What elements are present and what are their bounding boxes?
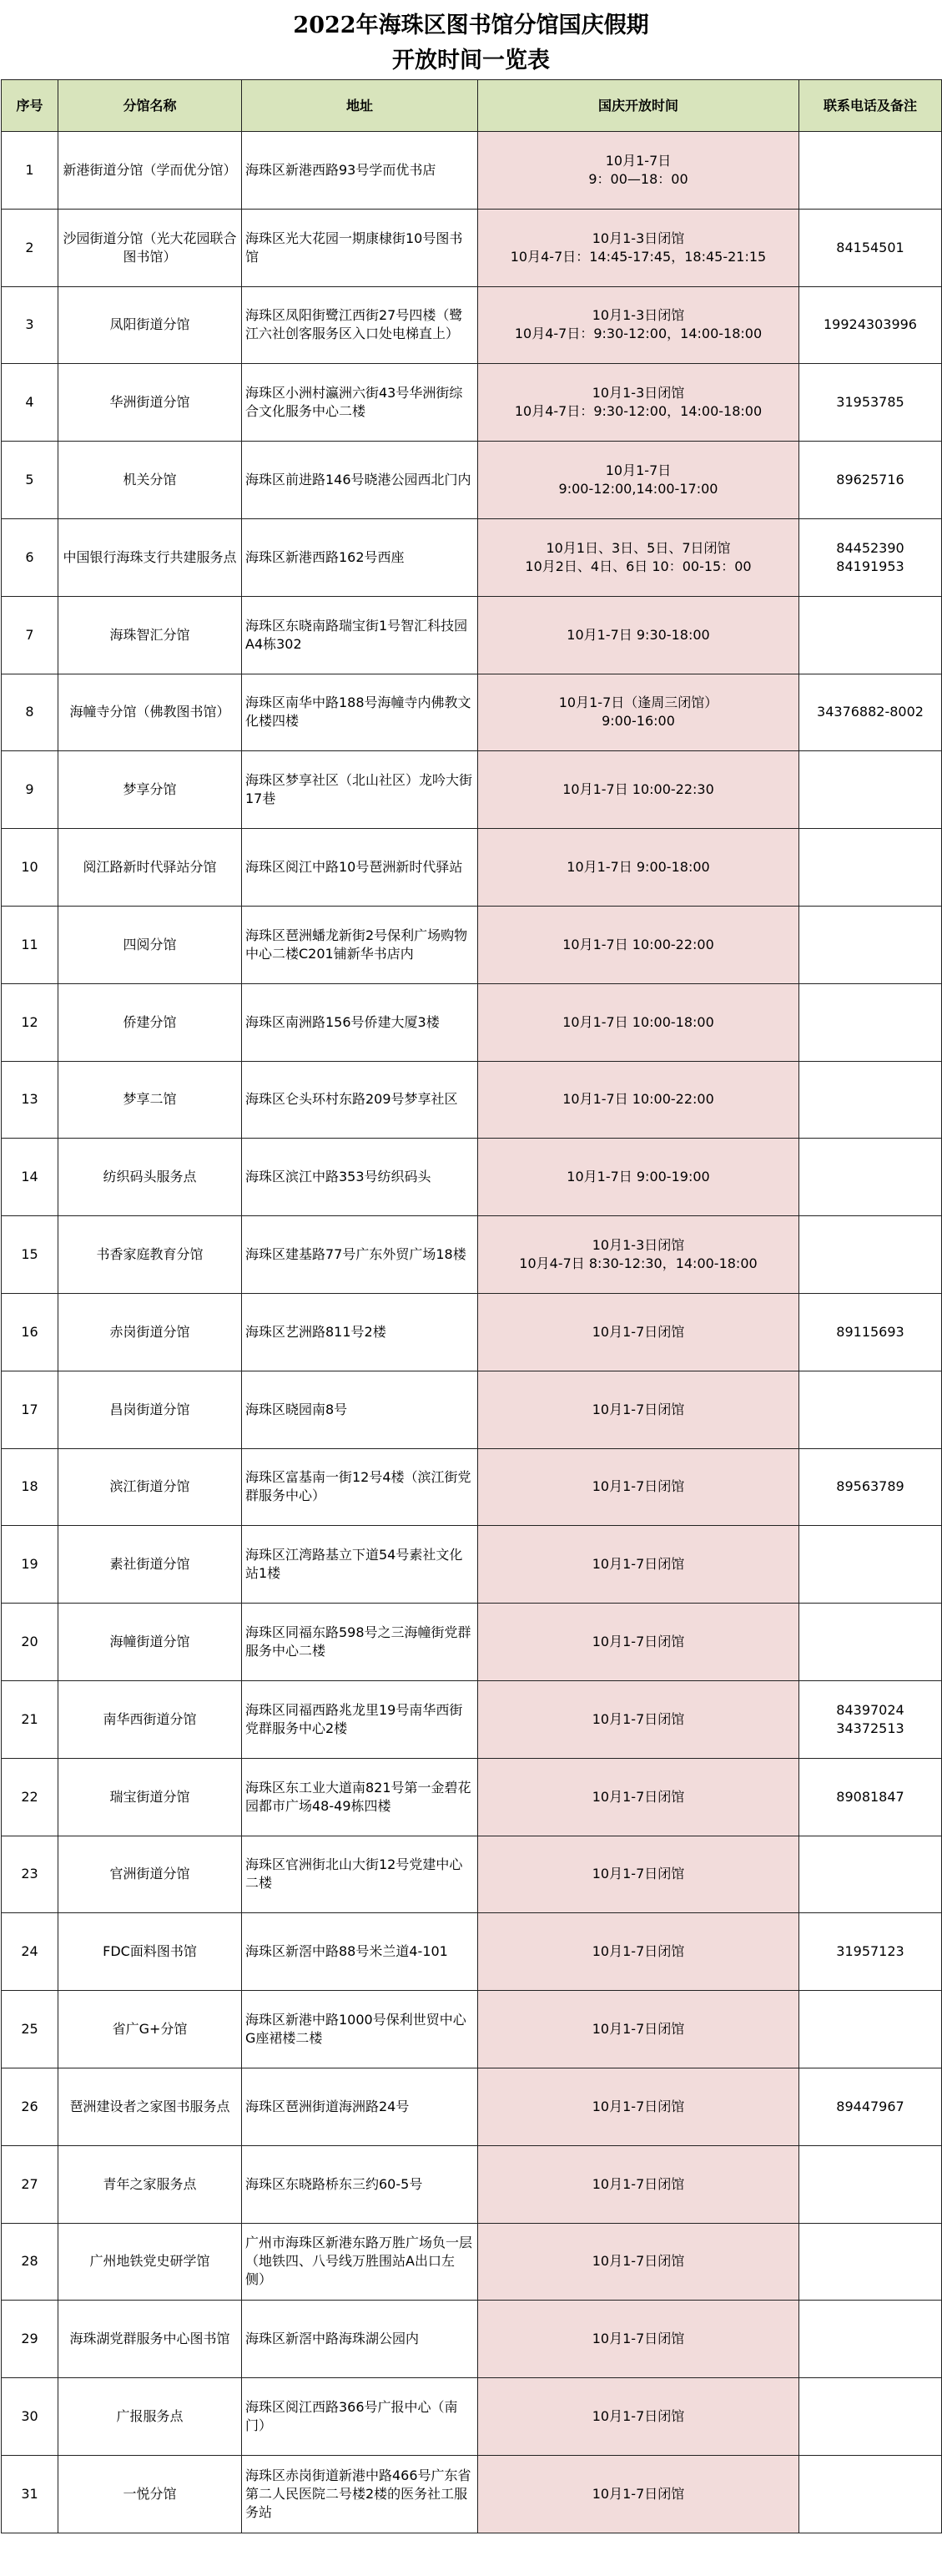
cell-address: 海珠区建基路77号广东外贸广场18楼 bbox=[242, 1216, 478, 1294]
table-row bbox=[2, 1293, 942, 1371]
cell-no: 6 bbox=[2, 518, 58, 596]
cell-opening-hours: 10月1-7日闭馆 bbox=[478, 1526, 799, 1604]
cell-contact: 31957123 bbox=[799, 1913, 942, 1991]
cell-branch-name: 凤阳街道分馆 bbox=[58, 286, 242, 364]
cell-opening-hours: 10月1-7日闭馆 bbox=[478, 1293, 799, 1371]
cell-branch-name: 机关分馆 bbox=[58, 442, 242, 519]
cell-branch-name: 素社街道分馆 bbox=[58, 1526, 242, 1604]
cell-contact: 89081847 bbox=[799, 1758, 942, 1836]
title-line-1: 2022年海珠区图书馆分馆国庆假期 bbox=[293, 13, 649, 38]
table-row bbox=[2, 2223, 942, 2301]
cell-address: 广州市海珠区新港东路万胜广场负一层（地铁四、八号线万胜围站A出口左侧） bbox=[242, 2223, 478, 2301]
cell-contact: 84397024 34372513 bbox=[799, 1680, 942, 1758]
cell-no: 30 bbox=[2, 2378, 58, 2456]
cell-opening-hours: 10月1日、3日、5日、7日闭馆 10月2日、4日、6日 10：00-15：00 bbox=[478, 518, 799, 596]
cell-contact bbox=[799, 2301, 942, 2378]
cell-opening-hours: 10月1-3日闭馆 10月4-7日：9:30-12:00，14:00-18:00 bbox=[478, 286, 799, 364]
cell-branch-name: 南华西街道分馆 bbox=[58, 1680, 242, 1758]
table-row bbox=[2, 1758, 942, 1836]
document-title bbox=[0, 0, 942, 78]
cell-contact bbox=[799, 2145, 942, 2223]
cell-address: 海珠区赤岗街道新港中路466号广东省第二人民医院二号楼2楼的医务社工服务站 bbox=[242, 2455, 478, 2533]
cell-opening-hours: 10月1-7日 10:00-18:00 bbox=[478, 983, 799, 1061]
cell-address: 海珠区琶洲街道海洲路24号 bbox=[242, 2068, 478, 2145]
cell-contact bbox=[799, 2223, 942, 2301]
cell-contact bbox=[799, 906, 942, 983]
cell-opening-hours: 10月1-7日闭馆 bbox=[478, 1758, 799, 1836]
cell-contact bbox=[799, 983, 942, 1061]
table-body bbox=[2, 132, 942, 2533]
cell-address: 海珠区小洲村瀛洲六街43号华洲街综合文化服务中心二楼 bbox=[242, 364, 478, 442]
cell-no: 5 bbox=[2, 442, 58, 519]
cell-branch-name: 中国银行海珠支行共建服务点 bbox=[58, 518, 242, 596]
table-row bbox=[2, 286, 942, 364]
cell-opening-hours: 10月1-7日闭馆 bbox=[478, 1991, 799, 2068]
cell-no: 13 bbox=[2, 1061, 58, 1139]
table-row bbox=[2, 1604, 942, 1681]
cell-opening-hours: 10月1-7日 10:00-22:30 bbox=[478, 751, 799, 829]
cell-no: 11 bbox=[2, 906, 58, 983]
table-row bbox=[2, 906, 942, 983]
cell-no: 3 bbox=[2, 286, 58, 364]
cell-no: 9 bbox=[2, 751, 58, 829]
cell-address: 海珠区东晓南路瑞宝街1号智汇科技园A4栋302 bbox=[242, 596, 478, 674]
cell-opening-hours: 10月1-7日闭馆 bbox=[478, 2145, 799, 2223]
cell-address: 海珠区东工业大道南821号第一金碧花园都市广场48-49栋四楼 bbox=[242, 1758, 478, 1836]
cell-no: 8 bbox=[2, 674, 58, 751]
cell-no: 7 bbox=[2, 596, 58, 674]
cell-no: 16 bbox=[2, 1293, 58, 1371]
cell-address: 海珠区官洲街北山大街12号党建中心二楼 bbox=[242, 1836, 478, 1913]
cell-opening-hours: 10月1-7日闭馆 bbox=[478, 1836, 799, 1913]
cell-no: 14 bbox=[2, 1139, 58, 1216]
cell-branch-name: 四阅分馆 bbox=[58, 906, 242, 983]
cell-no: 19 bbox=[2, 1526, 58, 1604]
cell-address: 海珠区晓园南8号 bbox=[242, 1371, 478, 1448]
table-row bbox=[2, 2455, 942, 2533]
header-contact: 联系电话及备注 bbox=[799, 80, 942, 132]
cell-no: 26 bbox=[2, 2068, 58, 2145]
cell-contact bbox=[799, 2378, 942, 2456]
cell-contact: 89563789 bbox=[799, 1448, 942, 1526]
cell-contact: 31953785 bbox=[799, 364, 942, 442]
table-row bbox=[2, 2145, 942, 2223]
cell-no: 1 bbox=[2, 132, 58, 210]
cell-no: 25 bbox=[2, 1991, 58, 2068]
cell-branch-name: 赤岗街道分馆 bbox=[58, 1293, 242, 1371]
cell-contact bbox=[799, 1604, 942, 1681]
cell-no: 17 bbox=[2, 1371, 58, 1448]
cell-branch-name: 侨建分馆 bbox=[58, 983, 242, 1061]
cell-branch-name: 瑞宝街道分馆 bbox=[58, 1758, 242, 1836]
cell-address: 海珠区新港中路1000号保利世贸中心G座裙楼二楼 bbox=[242, 1991, 478, 2068]
cell-opening-hours: 10月1-7日闭馆 bbox=[478, 2068, 799, 2145]
cell-address: 海珠区新港西路93号学而优书店 bbox=[242, 132, 478, 210]
cell-no: 28 bbox=[2, 2223, 58, 2301]
cell-opening-hours: 10月1-7日闭馆 bbox=[478, 2455, 799, 2533]
cell-address: 海珠区艺洲路811号2楼 bbox=[242, 1293, 478, 1371]
cell-address: 海珠区梦享社区（北山社区）龙吟大街17巷 bbox=[242, 751, 478, 829]
cell-contact bbox=[799, 1836, 942, 1913]
header-address: 地址 bbox=[242, 80, 478, 132]
cell-no: 27 bbox=[2, 2145, 58, 2223]
cell-opening-hours: 10月1-7日 9：00—18：00 bbox=[478, 132, 799, 210]
cell-branch-name: 梦享分馆 bbox=[58, 751, 242, 829]
cell-opening-hours: 10月1-7日 9:00-19:00 bbox=[478, 1139, 799, 1216]
table-row bbox=[2, 1139, 942, 1216]
cell-opening-hours: 10月1-7日（逢周三闭馆） 9:00-16:00 bbox=[478, 674, 799, 751]
table-row bbox=[2, 518, 942, 596]
cell-branch-name: FDC面料图书馆 bbox=[58, 1913, 242, 1991]
table-row bbox=[2, 209, 942, 286]
cell-address: 海珠区前进路146号晓港公园西北门内 bbox=[242, 442, 478, 519]
table-header-row bbox=[2, 80, 942, 132]
cell-contact bbox=[799, 1526, 942, 1604]
cell-opening-hours: 10月1-7日 10:00-22:00 bbox=[478, 1061, 799, 1139]
cell-no: 22 bbox=[2, 1758, 58, 1836]
header-no: 序号 bbox=[2, 80, 58, 132]
cell-address: 海珠区仑头环村东路209号梦享社区 bbox=[242, 1061, 478, 1139]
table-row bbox=[2, 364, 942, 442]
cell-branch-name: 昌岗街道分馆 bbox=[58, 1371, 242, 1448]
cell-no: 29 bbox=[2, 2301, 58, 2378]
table-row bbox=[2, 1371, 942, 1448]
cell-branch-name: 纺织码头服务点 bbox=[58, 1139, 242, 1216]
cell-address: 海珠区南洲路156号侨建大厦3楼 bbox=[242, 983, 478, 1061]
cell-contact bbox=[799, 2455, 942, 2533]
cell-contact: 89447967 bbox=[799, 2068, 942, 2145]
cell-no: 15 bbox=[2, 1216, 58, 1294]
cell-contact: 84154501 bbox=[799, 209, 942, 286]
cell-contact bbox=[799, 751, 942, 829]
cell-opening-hours: 10月1-7日闭馆 bbox=[478, 1448, 799, 1526]
cell-no: 2 bbox=[2, 209, 58, 286]
cell-branch-name: 滨江街道分馆 bbox=[58, 1448, 242, 1526]
cell-no: 20 bbox=[2, 1604, 58, 1681]
cell-address: 海珠区阅江西路366号广报中心（南门） bbox=[242, 2378, 478, 2456]
cell-contact bbox=[799, 829, 942, 907]
cell-branch-name: 海珠湖党群服务中心图书馆 bbox=[58, 2301, 242, 2378]
table-row bbox=[2, 674, 942, 751]
cell-address: 海珠区新滘中路88号米兰道4-101 bbox=[242, 1913, 478, 1991]
cell-address: 海珠区同福东路598号之三海幢街党群服务中心二楼 bbox=[242, 1604, 478, 1681]
cell-branch-name: 海幢街道分馆 bbox=[58, 1604, 242, 1681]
cell-address: 海珠区南华中路188号海幢寺内佛教文化楼四楼 bbox=[242, 674, 478, 751]
cell-no: 21 bbox=[2, 1680, 58, 1758]
cell-contact: 19924303996 bbox=[799, 286, 942, 364]
cell-no: 12 bbox=[2, 983, 58, 1061]
cell-branch-name: 广报服务点 bbox=[58, 2378, 242, 2456]
table-row bbox=[2, 132, 942, 210]
cell-branch-name: 青年之家服务点 bbox=[58, 2145, 242, 2223]
cell-branch-name: 梦享二馆 bbox=[58, 1061, 242, 1139]
table-row bbox=[2, 1526, 942, 1604]
cell-address: 海珠区新滘中路海珠湖公园内 bbox=[242, 2301, 478, 2378]
table-row bbox=[2, 1991, 942, 2068]
cell-contact bbox=[799, 1061, 942, 1139]
cell-opening-hours: 10月1-7日闭馆 bbox=[478, 1371, 799, 1448]
cell-branch-name: 沙园街道分馆（光大花园联合图书馆） bbox=[58, 209, 242, 286]
cell-address: 海珠区阅江中路10号琶洲新时代驿站 bbox=[242, 829, 478, 907]
cell-no: 24 bbox=[2, 1913, 58, 1991]
cell-branch-name: 海幢寺分馆（佛教图书馆） bbox=[58, 674, 242, 751]
cell-contact bbox=[799, 1139, 942, 1216]
table-row bbox=[2, 1680, 942, 1758]
cell-contact: 34376882-8002 bbox=[799, 674, 942, 751]
cell-no: 10 bbox=[2, 829, 58, 907]
cell-opening-hours: 10月1-7日闭馆 bbox=[478, 1913, 799, 1991]
cell-opening-hours: 10月1-3日闭馆 10月4-7日 8:30-12:30，14:00-18:00 bbox=[478, 1216, 799, 1294]
table-row bbox=[2, 442, 942, 519]
cell-contact bbox=[799, 1216, 942, 1294]
cell-address: 海珠区凤阳街鹭江西街27号四楼（鹭江六社创客服务区入口处电梯直上） bbox=[242, 286, 478, 364]
title-line-2: 开放时间一览表 bbox=[392, 48, 550, 73]
cell-opening-hours: 10月1-7日 9:00-12:00,14:00-17:00 bbox=[478, 442, 799, 519]
header-name: 分馆名称 bbox=[58, 80, 242, 132]
cell-branch-name: 琶洲建设者之家图书服务点 bbox=[58, 2068, 242, 2145]
cell-branch-name: 一悦分馆 bbox=[58, 2455, 242, 2533]
table-row bbox=[2, 983, 942, 1061]
cell-branch-name: 新港街道分馆（学而优分馆） bbox=[58, 132, 242, 210]
cell-address: 海珠区东晓路桥东三约60-5号 bbox=[242, 2145, 478, 2223]
cell-address: 海珠区同福西路兆龙里19号南华西街党群服务中心2楼 bbox=[242, 1680, 478, 1758]
table-row bbox=[2, 2068, 942, 2145]
cell-branch-name: 书香家庭教育分馆 bbox=[58, 1216, 242, 1294]
cell-opening-hours: 10月1-7日闭馆 bbox=[478, 2378, 799, 2456]
cell-contact bbox=[799, 1991, 942, 2068]
cell-opening-hours: 10月1-7日闭馆 bbox=[478, 1680, 799, 1758]
cell-address: 海珠区新港西路162号西座 bbox=[242, 518, 478, 596]
cell-contact: 89625716 bbox=[799, 442, 942, 519]
table-row bbox=[2, 1061, 942, 1139]
cell-no: 18 bbox=[2, 1448, 58, 1526]
table-row bbox=[2, 829, 942, 907]
cell-opening-hours: 10月1-3日闭馆 10月4-7日：14:45-17:45，18:45-21:15 bbox=[478, 209, 799, 286]
cell-branch-name: 海珠智汇分馆 bbox=[58, 596, 242, 674]
cell-opening-hours: 10月1-7日 10:00-22:00 bbox=[478, 906, 799, 983]
table-row bbox=[2, 596, 942, 674]
cell-address: 海珠区富基南一街12号4楼（滨江街党群服务中心） bbox=[242, 1448, 478, 1526]
cell-opening-hours: 10月1-7日 9:30-18:00 bbox=[478, 596, 799, 674]
cell-contact: 84452390 84191953 bbox=[799, 518, 942, 596]
table-row bbox=[2, 2378, 942, 2456]
schedule-table bbox=[1, 79, 942, 2533]
cell-no: 23 bbox=[2, 1836, 58, 1913]
cell-contact bbox=[799, 132, 942, 210]
cell-branch-name: 阅江路新时代驿站分馆 bbox=[58, 829, 242, 907]
cell-address: 海珠区光大花园一期康棣街10号图书馆 bbox=[242, 209, 478, 286]
cell-opening-hours: 10月1-7日 9:00-18:00 bbox=[478, 829, 799, 907]
cell-no: 31 bbox=[2, 2455, 58, 2533]
cell-contact bbox=[799, 596, 942, 674]
table-row bbox=[2, 2301, 942, 2378]
table-row bbox=[2, 1216, 942, 1294]
cell-address: 海珠区滨江中路353号纺织码头 bbox=[242, 1139, 478, 1216]
cell-address: 海珠区琶洲蟠龙新街2号保利广场购物中心二楼C201铺新华书店内 bbox=[242, 906, 478, 983]
cell-contact: 89115693 bbox=[799, 1293, 942, 1371]
cell-branch-name: 省广G+分馆 bbox=[58, 1991, 242, 2068]
table-row bbox=[2, 751, 942, 829]
table-row bbox=[2, 1836, 942, 1913]
cell-opening-hours: 10月1-3日闭馆 10月4-7日：9:30-12:00，14:00-18:00 bbox=[478, 364, 799, 442]
header-hours: 国庆开放时间 bbox=[478, 80, 799, 132]
cell-branch-name: 官洲街道分馆 bbox=[58, 1836, 242, 1913]
cell-address: 海珠区江湾路基立下道54号素社文化站1楼 bbox=[242, 1526, 478, 1604]
cell-contact bbox=[799, 1371, 942, 1448]
table-row bbox=[2, 1913, 942, 1991]
table-row bbox=[2, 1448, 942, 1526]
cell-opening-hours: 10月1-7日闭馆 bbox=[478, 2301, 799, 2378]
cell-opening-hours: 10月1-7日闭馆 bbox=[478, 2223, 799, 2301]
cell-no: 4 bbox=[2, 364, 58, 442]
cell-branch-name: 华洲街道分馆 bbox=[58, 364, 242, 442]
cell-opening-hours: 10月1-7日闭馆 bbox=[478, 1604, 799, 1681]
cell-branch-name: 广州地铁党史研学馆 bbox=[58, 2223, 242, 2301]
